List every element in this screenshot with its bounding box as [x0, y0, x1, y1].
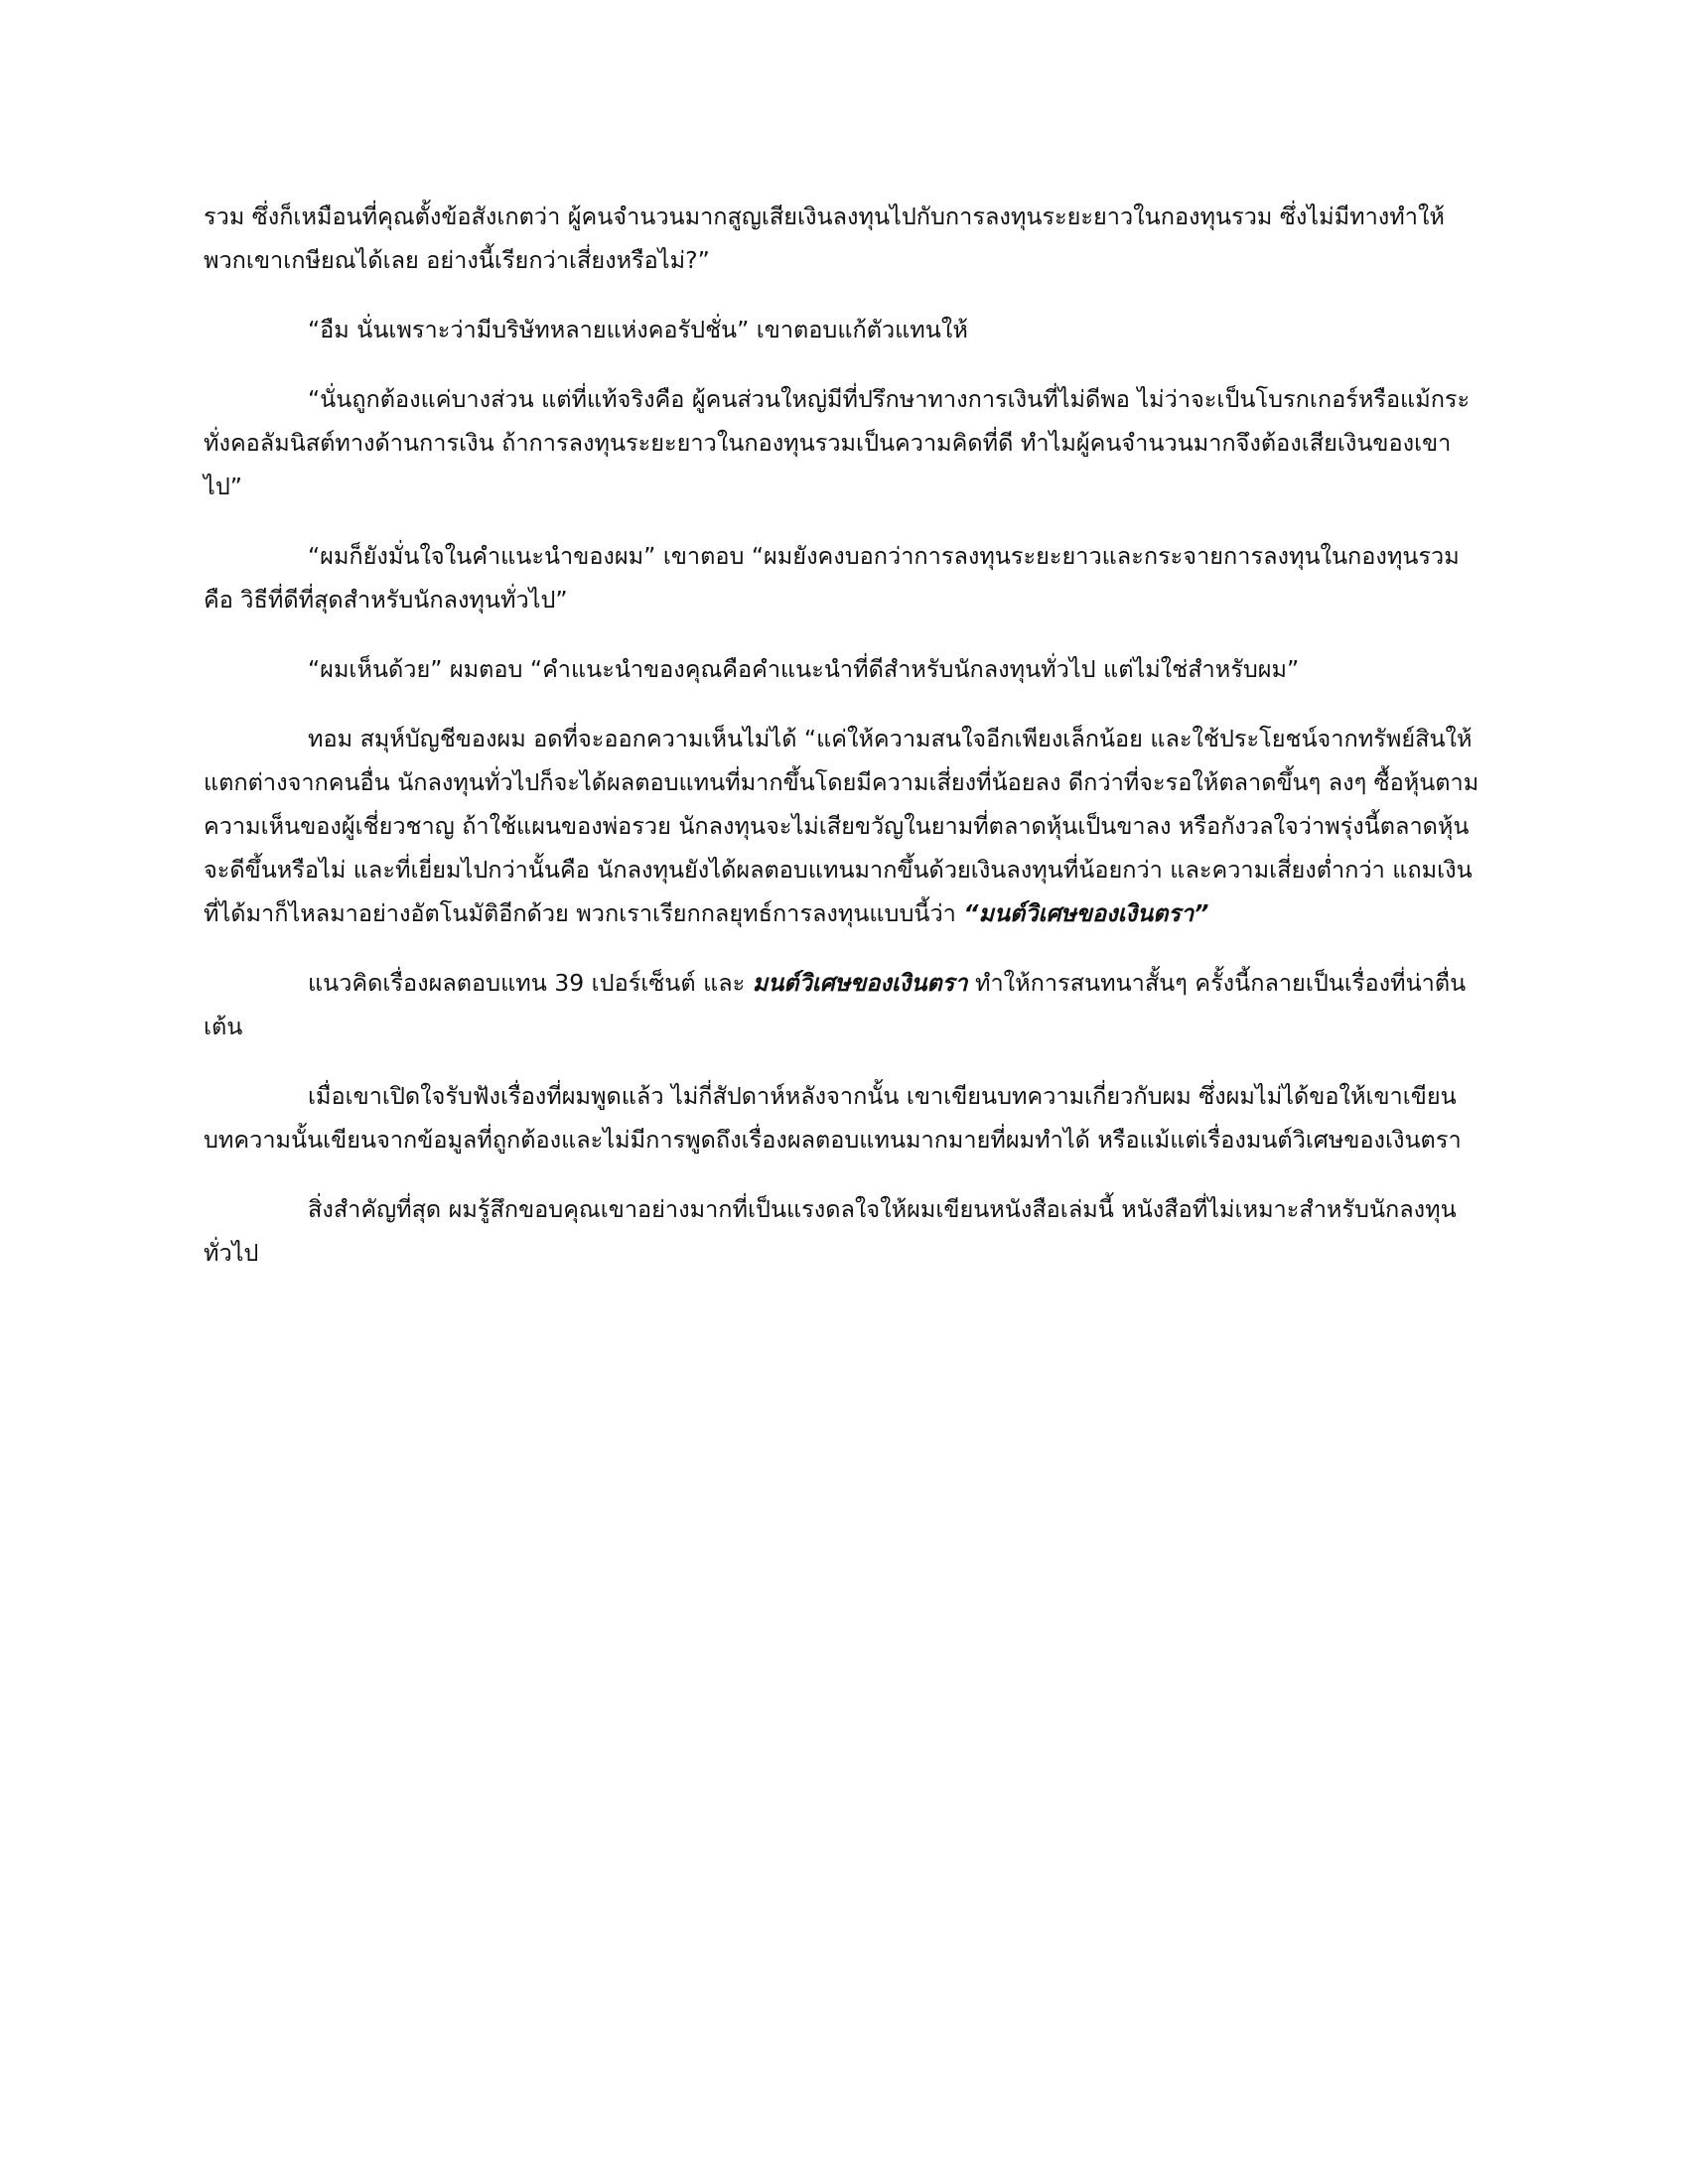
text-segment: ทอม สมุห์บัญชีของผม อดที่จะออกความเห็นไม่ได้ “แค่ให้ความสนใจอีกเพียงเล็กน้อย และใช้ประโยชน์จากทรัพย์สินให้แตกต่างจากคนอื่น นักลงทุนทั่วไปก็จะได้ผลตอบแทนที่มากขึ้นโดยมีความเสี่ยงที่น้อยลง ดีกว่าที่จะรอให้ตลาดขึ้นๆ ลงๆ ซื้อหุ้นตามความเห็นของผู้เชี่ยวชาญ ถ้าใช้แผนของพ่อรวย นักลงทุนจะไม่เสียขวัญในยามที่ตลาดหุ้นเป็นขาลง หรือกังวลใจว่าพรุ่งนี้ตลาดหุ้นจะดีขึ้นหรือไม่ และที่เยี่ยมไปกว่านั้นคือ นักลงทุนยังได้ผลตอบแทนมากขึ้นด้วยเงินลงทุนที่น้อยกว่า และความเสี่ยงต่ำกว่า แถมเงินที่ได้มาก็ไหลมาอย่างอัตโนมัติอีกด้วย พวกเราเรียกกลยุทธ์การลงทุนแบบนี้ว่า	[204, 725, 1479, 927]
paragraph-9	[204, 1187, 1484, 1275]
text-segment: “ผมก็ยังมั่นใจในคำแนะนำของผม” เขาตอบ “ผมยังคงบอกว่าการลงทุนระยะยาวและกระจายการลงทุนในกองทุนรวมคือ วิธีที่ดีที่สุดสำหรับนักลงทุนทั่วไป”	[204, 542, 1460, 614]
paragraph-2	[204, 308, 1484, 351]
text-segment: “อืม นั่นเพราะว่ามีบริษัทหลายแห่งคอรัปชั่น” เขาตอบแก้ตัวแทนให้	[308, 316, 968, 343]
text-segment: รวม ซึ่งก็เหมือนที่คุณตั้งข้อสังเกตว่า ผู้คนจำนวนมากสูญเสียเงินลงทุนไปกับการลงทุนระยะยาวในกองทุนรวม ซึ่งไม่มีทางทำให้พวกเขาเกษียณได้เลย อย่างนี้เรียกว่าเสี่ยงหรือไม่?”	[204, 203, 1445, 274]
text-segment: เมื่อเขาเปิดใจรับฟังเรื่องที่ผมพูดแล้ว ไม่กี่สัปดาห์หลังจากนั้น เขาเขียนบทความเกี่ยวกับผม ซึ่งผมไม่ได้ขอให้เขาเขียน บทความนั้นเขียนจากข้อมูลที่ถูกต้องและไม่มีการพูดถึงเรื่องผลตอบแทนมากมายที่ผมทำได้ หรือแม้แต่เรื่องมนต์วิเศษของเงินตรา	[204, 1082, 1462, 1154]
text-segment: สิ่งสำคัญที่สุด ผมรู้สึกขอบคุณเขาอย่างมากที่เป็นแรงดลใจให้ผมเขียนหนังสือเล่มนี้ หนังสือที่ไม่เหมาะสำหรับนักลงทุนทั่วไป	[204, 1195, 1457, 1267]
text-segment: ทำให้การสนทนาสั้นๆ ครั้งนี้กลายเป็นเรื่องที่น่าตื่นเต้น	[204, 969, 1467, 1040]
text-segment: “นั่นถูกต้องแค่บางส่วน แต่ที่แท้จริงคือ ผู้คนส่วนใหญ่มีที่ปรึกษาทางการเงินที่ไม่ดีพอ ไม่ว่าจะเป็นโบรกเกอร์หรือแม้กระทั่งคอลัมนิสต์ทางด้านการเงิน ถ้าการลงทุนระยะยาวในกองทุนรวมเป็นความคิดที่ดี ทำไมผู้คนจำนวนมากจึงต้องเสียเงินของเขาไป”	[204, 385, 1471, 500]
paragraph-5	[204, 647, 1484, 691]
paragraph-1	[204, 195, 1484, 282]
paragraph-4	[204, 534, 1484, 621]
emphasized-phrase: มนต์วิเศษของเงินตรา	[752, 969, 968, 997]
body-text	[204, 195, 1484, 1300]
emphasized-phrase: “มนต์วิเศษของเงินตรา”	[963, 899, 1209, 927]
text-segment: แนวคิดเรื่องผลตอบแทน 39 เปอร์เซ็นต์ และ	[308, 969, 753, 997]
paragraph-6	[204, 717, 1484, 935]
paragraph-8	[204, 1074, 1484, 1161]
paragraph-7	[204, 961, 1484, 1048]
text-segment: “ผมเห็นด้วย” ผมตอบ “คำแนะนำของคุณคือคำแนะนำที่ดีสำหรับนักลงทุนทั่วไป แต่ไม่ใช่สำหรับผม”	[308, 655, 1300, 683]
paragraph-3	[204, 377, 1484, 508]
